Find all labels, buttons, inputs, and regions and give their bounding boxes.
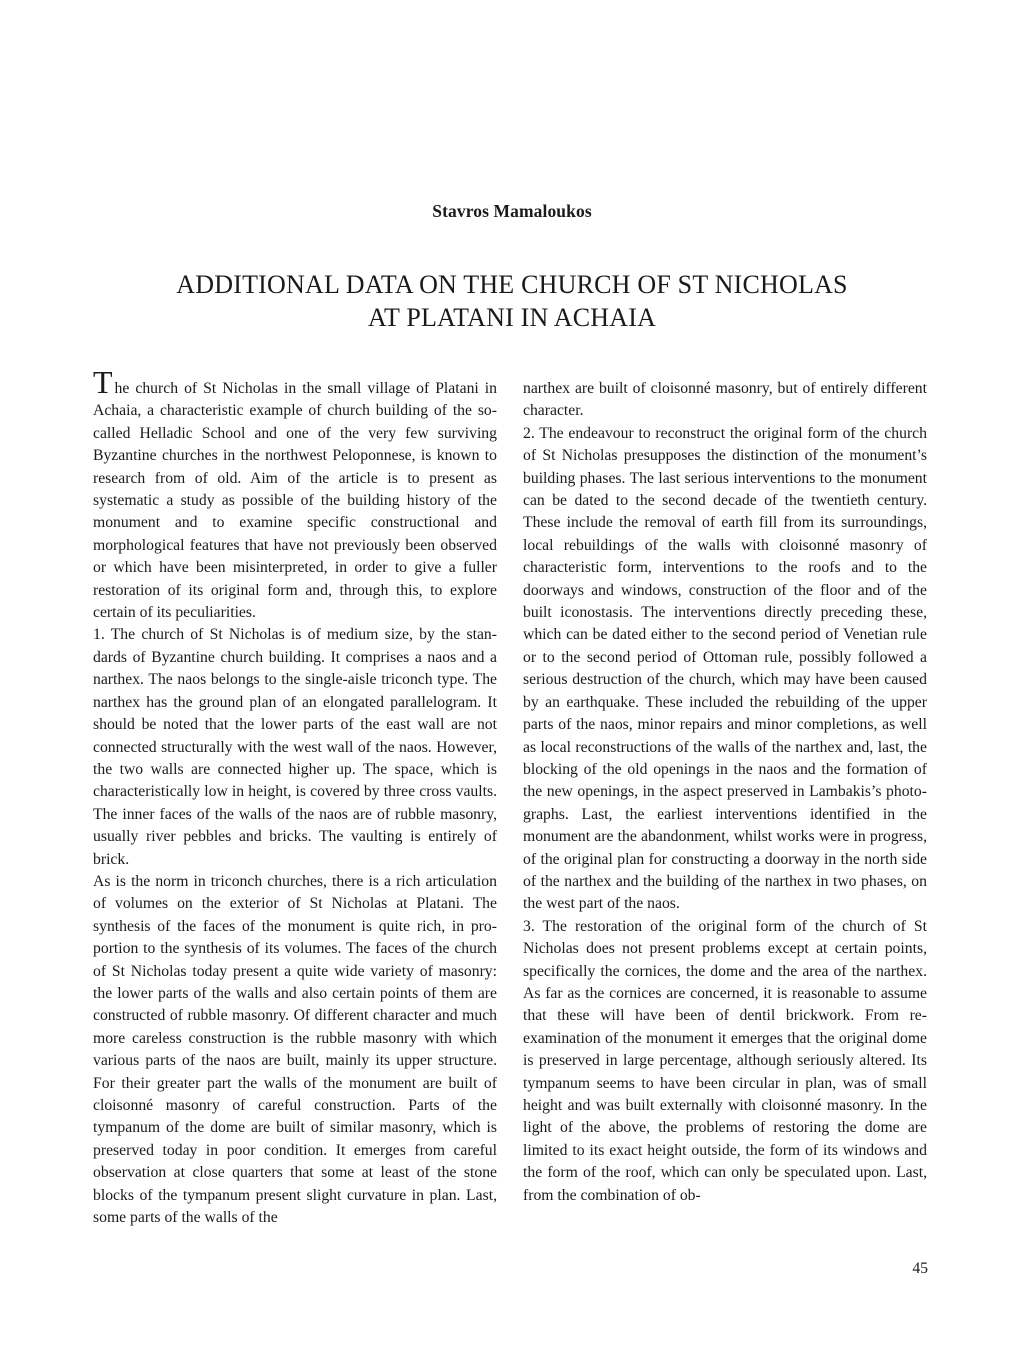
title-line-2: AT PLATANI IN ACHAIA [367, 303, 657, 332]
title-line-1: ADDITIONAL DATA ON THE CHURCH OF ST NICHOLAS [176, 270, 848, 299]
article-title [0, 268, 1024, 334]
drop-cap: T [93, 364, 113, 400]
paragraph-articulation: As is the norm in triconch churches, there is a rich articulation of volumes on the exterior of St Nicholas at Platani. The synthesis of the faces of the monument is quite rich, in proportion to the synthesis of its volumes. The faces of the church of St Nicholas today present a quite wide variety of masonry: the lower parts of the walls and also certain points of them are constructed of rubble masonry. Of different character and much more careless construction is the rubble masonry with which various parts of the naos are built, mainly its upper structure. For their greater part the walls of the monument are built of cloisonné masonry of careful construction. Parts of the tympanum of the dome are built of similar masonry, which is preserved today in poor condition. It emerges from careful observation at close quarters that some at least of the stone blocks of the tympanum present slight curvature in plan. Last, some parts of the walls of the [93, 872, 497, 1227]
paragraph-section-3: 3. The restoration of the original form of the church of St Nicholas does not present problems except at certain points, specifically the cornices, the dome and the area of the narthex. As far as the cornices are concerned, it is reasonable to assume that these will have been of dentil brickwork. From re-examination of the monument it emerges that the original dome is preserved in large percentage, although seriously altered. Its tympanum seems to have been circular in plan, was of small height and was built externally with cloisonné masonry. In the light of the above, the problems of restoring the dome are limited to its exact height outside, the form of its windows and the form of the roof, which can only be speculated upon. Last, from the combination of ob- [523, 917, 927, 1204]
left-column [93, 364, 497, 1229]
paragraph-section-2: 2. The endeavour to reconstruct the original form of the church of St Nicholas presupposes the distinction of the monument’s building phases. The last serious interventions to the monument can be dated to the second decade of the twentieth century. These include the removal of earth fill from its surroundings, local rebuildings of the walls with cloisonné masonry of characteristic form, interventions to the roofs and to the doorways and windows, construction of the floor and of the built iconostasis. The interventions directly preceding these, which can be dated either to the second period of Venetian rule or to the second period of Ottoman rule, possibly followed a serious destruction of the church, which may have been caused by an earthquake. These included the rebuilding of the upper parts of the naos, minor repairs and minor completions, as well as local reconstructions of the walls of the narthex and, last, the blocking of the old openings in the naos and the formation of the new openings, in the aspect preserved in Lambakis’s photographs. Last, the earliest interventions identified in the monument are the abandonment, whilst works were in progress, of the original plan for constructing a doorway in the north side of the narthex and the building of the narthex in two phases, on the west part of the naos. [523, 424, 927, 913]
paragraph-intro-text: he church of St Nicholas in the small village of Platani in Achaia, a characteristic example of church building of the so-called Helladic School and one of the very few surviving Byzantine churches in the northwest Peloponnese, is known to research from of old. Aim of the article is to present as systematic a study as possible of the building history of the monument and to examine specific constructional and morphological features that have not previously been observed or which have been misinterpreted, in order to give a fuller restoration of its original form and, through this, to explore certain of its peculiarities. [93, 380, 497, 622]
paragraph-section-1: 1. The church of St Nicholas is of medium size, by the standards of Byzantine church building. It comprises a naos and a narthex. The naos belongs to the single-aisle triconch type. The narthex has the ground plan of an elongated parallelogram. It should be noted that the lower parts of the east wall are not connected structurally with the west wall of the naos. However, the two walls are connected higher up. The space, which is characteristically low in height, is covered by three cross vaults. The inner faces of the walls of the naos are of rubble masonry, usually river pebbles and bricks. The vaulting is entirely of brick. [93, 626, 497, 868]
page-number: 45 [912, 1260, 928, 1277]
right-column [523, 378, 927, 1207]
author-name: Stavros Mamaloukos [432, 201, 592, 221]
paragraph-continuation: narthex are built of cloisonné masonry, but of entirely different character. [523, 380, 927, 420]
paragraph-intro [93, 364, 497, 624]
